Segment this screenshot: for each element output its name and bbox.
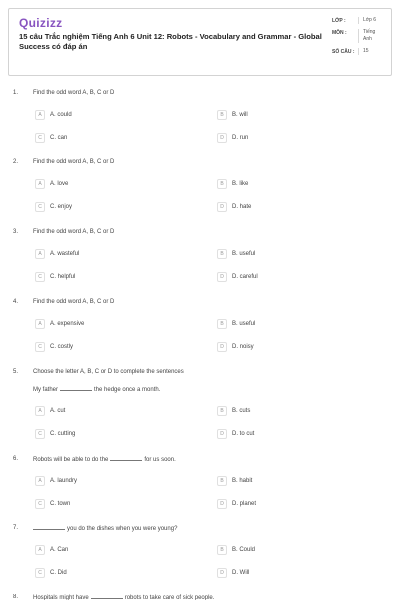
question-number: 5. — [13, 369, 19, 375]
option-b[interactable] — [217, 545, 255, 555]
option-a[interactable] — [35, 545, 68, 555]
option-text: D. noisy — [232, 344, 254, 350]
meta-count-label: SỐ CÂU : — [332, 49, 355, 55]
option-c[interactable] — [35, 568, 67, 578]
question-sentence — [33, 386, 160, 393]
question-text — [33, 456, 176, 463]
option-text: B. Could — [232, 547, 256, 553]
option-c[interactable] — [35, 429, 75, 439]
option-c[interactable] — [35, 272, 75, 282]
meta-class-label: LỚP : — [332, 18, 346, 24]
question-text: Find the odd word A, B, C or D — [33, 229, 115, 235]
answer-blank — [91, 594, 123, 599]
option-text: B. useful — [232, 321, 256, 327]
option-text: A. cut — [50, 408, 66, 414]
question-number: 3. — [13, 229, 19, 235]
option-letter-b: B — [217, 545, 227, 555]
option-text: C. town — [50, 501, 71, 507]
option-letter-d: D — [217, 133, 227, 143]
answer-blank — [33, 525, 65, 530]
option-text: D. run — [232, 135, 249, 141]
option-text: C. enjoy — [50, 204, 73, 210]
option-text: A. Can — [50, 547, 69, 553]
option-letter-d: D — [217, 272, 227, 282]
sentence-start: My father — [33, 387, 59, 393]
option-b[interactable] — [217, 406, 250, 416]
option-letter-b: B — [217, 110, 227, 120]
option-text: D. careful — [232, 274, 258, 280]
option-letter-a: A — [35, 545, 45, 555]
option-b[interactable] — [217, 319, 255, 329]
option-letter-b: B — [217, 406, 227, 416]
option-c[interactable] — [35, 202, 72, 212]
answer-blank — [110, 456, 142, 461]
option-letter-b: B — [217, 249, 227, 259]
meta-count-value: 15 — [358, 48, 385, 55]
question-text — [33, 525, 177, 532]
option-b[interactable] — [217, 179, 248, 189]
option-letter-a: A — [35, 110, 45, 120]
question-number: 1. — [13, 90, 19, 96]
question-text: Choose the letter A, B, C or D to complete the sentences — [33, 369, 184, 375]
meta-class-value: Lớp 6 — [358, 17, 385, 24]
option-text: C. cutting — [50, 431, 76, 437]
question-number: 2. — [13, 159, 19, 165]
option-letter-d: D — [217, 202, 227, 212]
option-d[interactable] — [217, 202, 251, 212]
option-text: B. cuts — [232, 408, 251, 414]
option-b[interactable] — [217, 110, 248, 120]
option-letter-a: A — [35, 249, 45, 259]
sentence-start: Hospitals might have — [33, 595, 89, 600]
option-text: B. habit — [232, 478, 253, 484]
sentence-end: robots to take care of sick people. — [124, 595, 215, 600]
option-text: C. Did — [50, 570, 67, 576]
document-header — [8, 8, 392, 76]
question-number: 8. — [13, 594, 19, 600]
option-d[interactable] — [217, 133, 248, 143]
option-text: A. laundry — [50, 478, 78, 484]
option-d[interactable] — [217, 272, 258, 282]
option-text: C. can — [50, 135, 68, 141]
option-letter-c: C — [35, 133, 45, 143]
option-letter-c: C — [35, 342, 45, 352]
option-text: A. wasteful — [50, 251, 80, 257]
option-letter-d: D — [217, 568, 227, 578]
meta-subject — [332, 29, 390, 43]
option-text: A. could — [50, 112, 72, 118]
meta-subject-value: Tiếng Anh — [358, 29, 385, 43]
answer-blank — [60, 386, 92, 391]
option-letter-b: B — [217, 319, 227, 329]
option-text: D. to cut — [232, 431, 255, 437]
option-c[interactable] — [35, 342, 73, 352]
question-text: Find the odd word A, B, C or D — [33, 299, 115, 305]
option-a[interactable] — [35, 179, 68, 189]
option-letter-a: A — [35, 476, 45, 486]
question-text: Find the odd word A, B, C or D — [33, 90, 115, 96]
option-letter-a: A — [35, 319, 45, 329]
option-letter-b: B — [217, 179, 227, 189]
option-text: D. hate — [232, 204, 252, 210]
option-text: C. costly — [50, 344, 74, 350]
quizizz-logo: Quizizz — [19, 16, 63, 30]
option-letter-c: C — [35, 429, 45, 439]
option-letter-c: C — [35, 568, 45, 578]
option-letter-d: D — [217, 342, 227, 352]
meta-info — [332, 17, 390, 60]
meta-class — [332, 17, 390, 24]
option-letter-b: B — [217, 476, 227, 486]
option-text: D. planet — [232, 501, 257, 507]
question-number: 6. — [13, 456, 19, 462]
option-a[interactable] — [35, 249, 79, 259]
option-text: A. expensive — [50, 321, 85, 327]
page-title: 15 câu Trắc nghiệm Tiếng Anh 6 Unit 12: Robots - Vocabulary and Grammar - Global Success có đáp án — [19, 32, 322, 51]
question-number: 7. — [13, 525, 19, 531]
option-a[interactable] — [35, 319, 84, 329]
option-letter-a: A — [35, 406, 45, 416]
question-text: Find the odd word A, B, C or D — [33, 159, 115, 165]
question-text — [33, 594, 214, 600]
option-b[interactable] — [217, 476, 252, 486]
option-letter-a: A — [35, 179, 45, 189]
question-number: 4. — [13, 299, 19, 305]
sentence-start: Robots will be able to do the — [33, 457, 109, 463]
option-b[interactable] — [217, 249, 255, 259]
option-letter-d: D — [217, 499, 227, 509]
option-text: B. like — [232, 181, 249, 187]
option-a[interactable] — [35, 406, 65, 416]
option-c[interactable] — [35, 133, 67, 143]
sentence-end: for us soon. — [144, 457, 176, 463]
option-text: A. love — [50, 181, 69, 187]
option-text: D. Will — [232, 570, 250, 576]
option-d[interactable] — [217, 568, 249, 578]
option-d[interactable] — [217, 499, 256, 509]
sentence-end: the hedge once a month. — [94, 387, 161, 393]
option-a[interactable] — [35, 110, 72, 120]
sentence-end: you do the dishes when you were young? — [67, 526, 178, 532]
option-letter-c: C — [35, 499, 45, 509]
option-letter-c: C — [35, 272, 45, 282]
option-a[interactable] — [35, 476, 77, 486]
option-d[interactable] — [217, 342, 254, 352]
meta-count — [332, 48, 390, 55]
option-text: C. helpful — [50, 274, 76, 280]
meta-subject-label: MÔN : — [332, 30, 347, 36]
option-letter-d: D — [217, 429, 227, 439]
option-text: B. useful — [232, 251, 256, 257]
option-letter-c: C — [35, 202, 45, 212]
option-text: B. will — [232, 112, 248, 118]
option-d[interactable] — [217, 429, 254, 439]
option-c[interactable] — [35, 499, 70, 509]
question-8 — [0, 594, 400, 600]
